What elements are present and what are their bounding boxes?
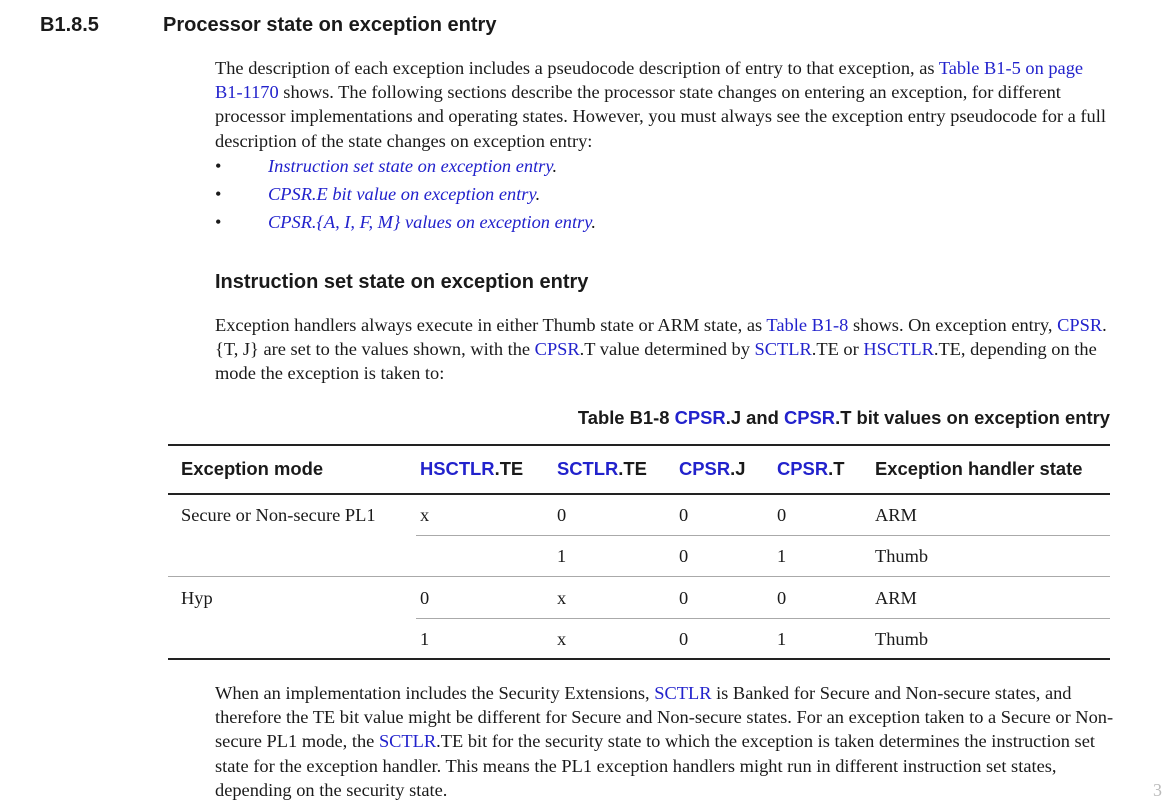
cell-cpsr-j: 0 bbox=[679, 505, 689, 525]
cell-state: Thumb bbox=[875, 629, 929, 649]
caption-text: Table B1-8 bbox=[577, 407, 675, 428]
exception-handlers-paragraph bbox=[215, 313, 1115, 386]
caption-text: .J and bbox=[725, 407, 784, 428]
cpsr-aifm-link[interactable]: CPSR.{A, I, F, M} values on exception entry bbox=[268, 212, 592, 232]
caption-text: .T bit values on exception entry bbox=[835, 407, 1110, 428]
section-number: B1.8.5 bbox=[40, 14, 99, 36]
cpsr-link[interactable]: CPSR bbox=[783, 407, 836, 428]
cell-hsctlr: x bbox=[420, 505, 430, 525]
cpsr-link[interactable]: CPSR bbox=[674, 407, 726, 428]
para-text: Exception handlers always execute in either Thumb state or ARM state, as bbox=[215, 315, 767, 335]
cpsr-link[interactable]: CPSR bbox=[534, 339, 580, 360]
instruction-set-state-link[interactable]: Instruction set state on exception entry bbox=[268, 156, 553, 176]
cpsr-link[interactable]: CPSR bbox=[679, 458, 731, 479]
para-text: .TE bit for the security state to which the exception is taken determines the instruction set state for the exception handler. This means the PL1 exception handlers might run in different instruction set states, depending on the security state. bbox=[215, 731, 1095, 800]
header-hsctlr-te bbox=[420, 458, 523, 480]
para-text: .{T, J} are set to the values shown, with the bbox=[215, 315, 1107, 360]
hsctlr-link[interactable]: HSCTLR bbox=[863, 339, 934, 360]
cell-state: Thumb bbox=[875, 546, 929, 566]
bullet-suffix: . bbox=[535, 184, 541, 204]
header-sctlr-te bbox=[557, 458, 647, 480]
security-extensions-paragraph bbox=[215, 681, 1115, 802]
cell-sctlr: 1 bbox=[557, 546, 567, 566]
cell-cpsr-j: 0 bbox=[679, 546, 689, 566]
cell-mode: Hyp bbox=[181, 588, 213, 608]
table-b1-5-link[interactable]: Table B1-5 on page B1-1170 bbox=[215, 58, 1084, 103]
cell-cpsr-j: 0 bbox=[679, 588, 689, 608]
cpsr-link[interactable]: CPSR bbox=[777, 458, 829, 479]
cpsr-link[interactable]: CPSR bbox=[1057, 315, 1103, 335]
para-text: .T value determined by bbox=[579, 339, 755, 360]
sctlr-link[interactable]: SCTLR bbox=[654, 683, 712, 703]
para-text: .TE, depending on the mode the exception is taken to: bbox=[215, 339, 1097, 384]
para-text: is Banked for Secure and Non-secure states, and therefore the TE bit value might be different for Secure and Non-secure states. For an exception taken to a Secure or Non-secure PL1 mode, the bbox=[215, 683, 1114, 752]
bullet-suffix: . bbox=[591, 212, 596, 232]
cell-sctlr: 0 bbox=[557, 505, 567, 525]
section-title: Processor state on exception entry bbox=[163, 14, 497, 36]
header-cpsr-t bbox=[777, 458, 844, 480]
row-divider bbox=[416, 618, 1110, 619]
sctlr-link[interactable]: SCTLR bbox=[557, 458, 619, 479]
cell-cpsr-t: 0 bbox=[777, 505, 787, 525]
cell-cpsr-t: 0 bbox=[777, 588, 787, 608]
header-suffix: .TE bbox=[494, 458, 524, 479]
page-edge-glyph: 3 bbox=[1153, 780, 1162, 800]
sctlr-link[interactable]: SCTLR bbox=[754, 339, 812, 360]
header-suffix: .J bbox=[730, 458, 746, 479]
sctlr-link[interactable]: SCTLR bbox=[378, 731, 437, 752]
row-divider bbox=[168, 576, 1110, 577]
intro-paragraph bbox=[215, 56, 1115, 153]
para-text: shows. On exception entry, bbox=[848, 315, 1058, 335]
cell-hsctlr: 1 bbox=[420, 629, 430, 649]
intro-text-2: shows. The following sections describe the processor state changes on entering an exception, for different processor implementations and operating states. However, you must always see the exception entry pseudocode for a full description of the state changes on exception entry: bbox=[215, 82, 1106, 151]
table-caption bbox=[578, 407, 1110, 429]
header-handler-state: Exception handler state bbox=[875, 458, 1083, 479]
header-cpsr-j bbox=[679, 458, 745, 480]
cell-state: ARM bbox=[875, 505, 917, 525]
bullet-marker: • bbox=[215, 156, 222, 176]
bullet-marker: • bbox=[215, 184, 222, 204]
cell-mode: Secure or Non-secure PL1 bbox=[181, 505, 376, 525]
cell-sctlr: x bbox=[557, 588, 567, 608]
cell-cpsr-t: 1 bbox=[777, 546, 787, 566]
cell-sctlr: x bbox=[557, 629, 567, 649]
row-divider bbox=[416, 535, 1110, 536]
cell-hsctlr: 0 bbox=[420, 588, 430, 608]
cell-cpsr-t: 1 bbox=[777, 629, 787, 649]
para-text: .TE or bbox=[811, 339, 864, 360]
header-suffix: .T bbox=[828, 458, 845, 479]
table-b1-8-link[interactable]: Table B1-8 bbox=[766, 315, 849, 335]
header-exception-mode: Exception mode bbox=[181, 458, 324, 479]
cpsr-e-bit-link[interactable]: CPSR.E bit value on exception entry bbox=[268, 184, 536, 204]
table-header-rule bbox=[168, 493, 1110, 495]
cell-state: ARM bbox=[875, 588, 917, 608]
bullet-marker: • bbox=[215, 212, 222, 232]
intro-text-1: The description of each exception includes a pseudocode description of entry to that exception, as bbox=[215, 58, 939, 78]
table-top-rule bbox=[168, 444, 1110, 446]
hsctlr-link[interactable]: HSCTLR bbox=[420, 458, 495, 479]
para-text: When an implementation includes the Security Extensions, bbox=[215, 683, 655, 703]
subsection-title: Instruction set state on exception entry bbox=[215, 271, 589, 293]
cell-cpsr-j: 0 bbox=[679, 629, 689, 649]
bullet-suffix: . bbox=[552, 156, 558, 176]
header-suffix: .TE bbox=[618, 458, 647, 479]
table-bottom-rule bbox=[168, 658, 1110, 660]
